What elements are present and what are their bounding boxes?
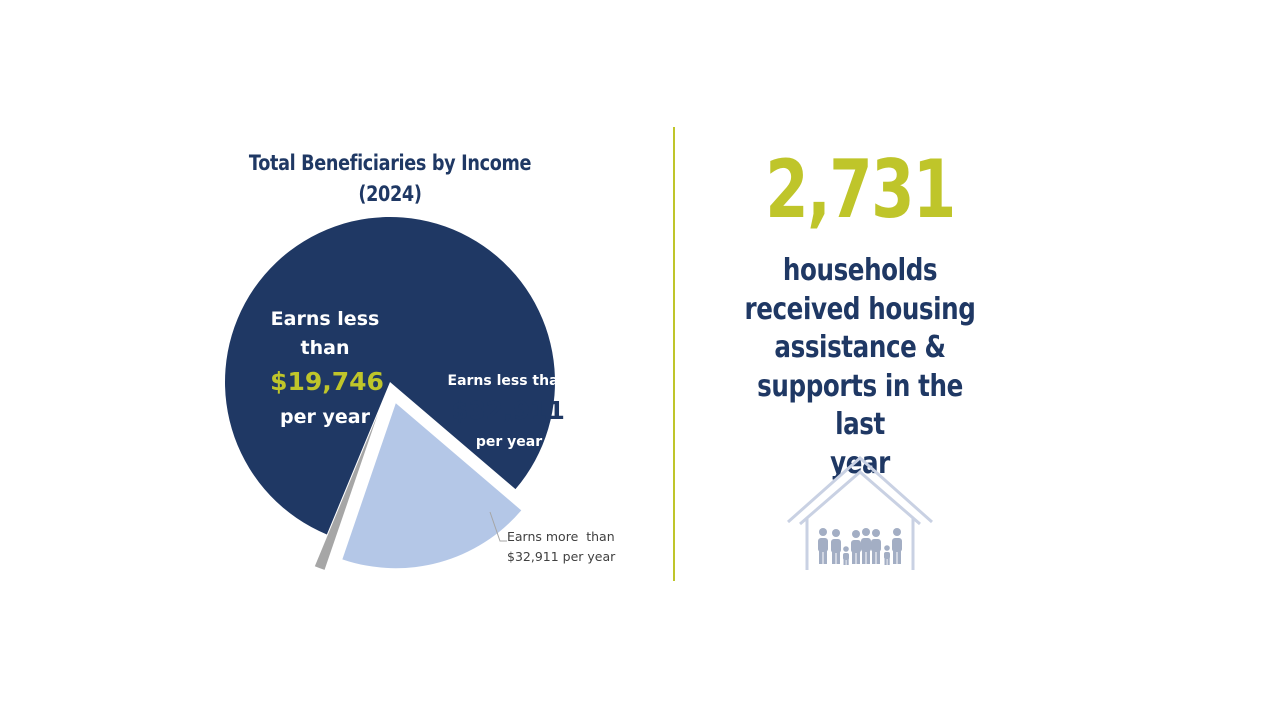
slice-0-label-line-1: Earns less xyxy=(270,308,380,330)
slice-1-amount: $32,911 xyxy=(451,396,565,425)
slice-0-label-line-2: than xyxy=(300,337,350,359)
description-line-3: assistance & xyxy=(774,330,946,365)
slice-2-label-line-2: $32,911 per year xyxy=(507,549,616,564)
chart-title-line-2: (2024) xyxy=(358,182,422,206)
slice-0-amount: $19,746 xyxy=(270,367,384,396)
household-count: 2,731 xyxy=(765,143,955,236)
slice-0-suffix: per year xyxy=(280,406,370,428)
description-line-1: households xyxy=(782,253,938,288)
vertical-divider xyxy=(673,127,675,581)
slice-1-label-line-1: Earns less than xyxy=(447,373,569,389)
pie-chart xyxy=(0,0,660,600)
household-description xyxy=(729,252,991,483)
slice-1-suffix: per year xyxy=(475,434,543,450)
description-line-5: year xyxy=(830,445,890,481)
slice-2-label-line-1: Earns more than xyxy=(507,529,615,544)
family-figures-icon xyxy=(818,528,902,565)
description-line-4: supports in the last xyxy=(757,368,963,442)
house-with-family-icon xyxy=(780,452,940,577)
chart-title-line-1: Total Beneficiaries by Income xyxy=(248,151,532,175)
description-line-2: received housing xyxy=(744,291,976,327)
